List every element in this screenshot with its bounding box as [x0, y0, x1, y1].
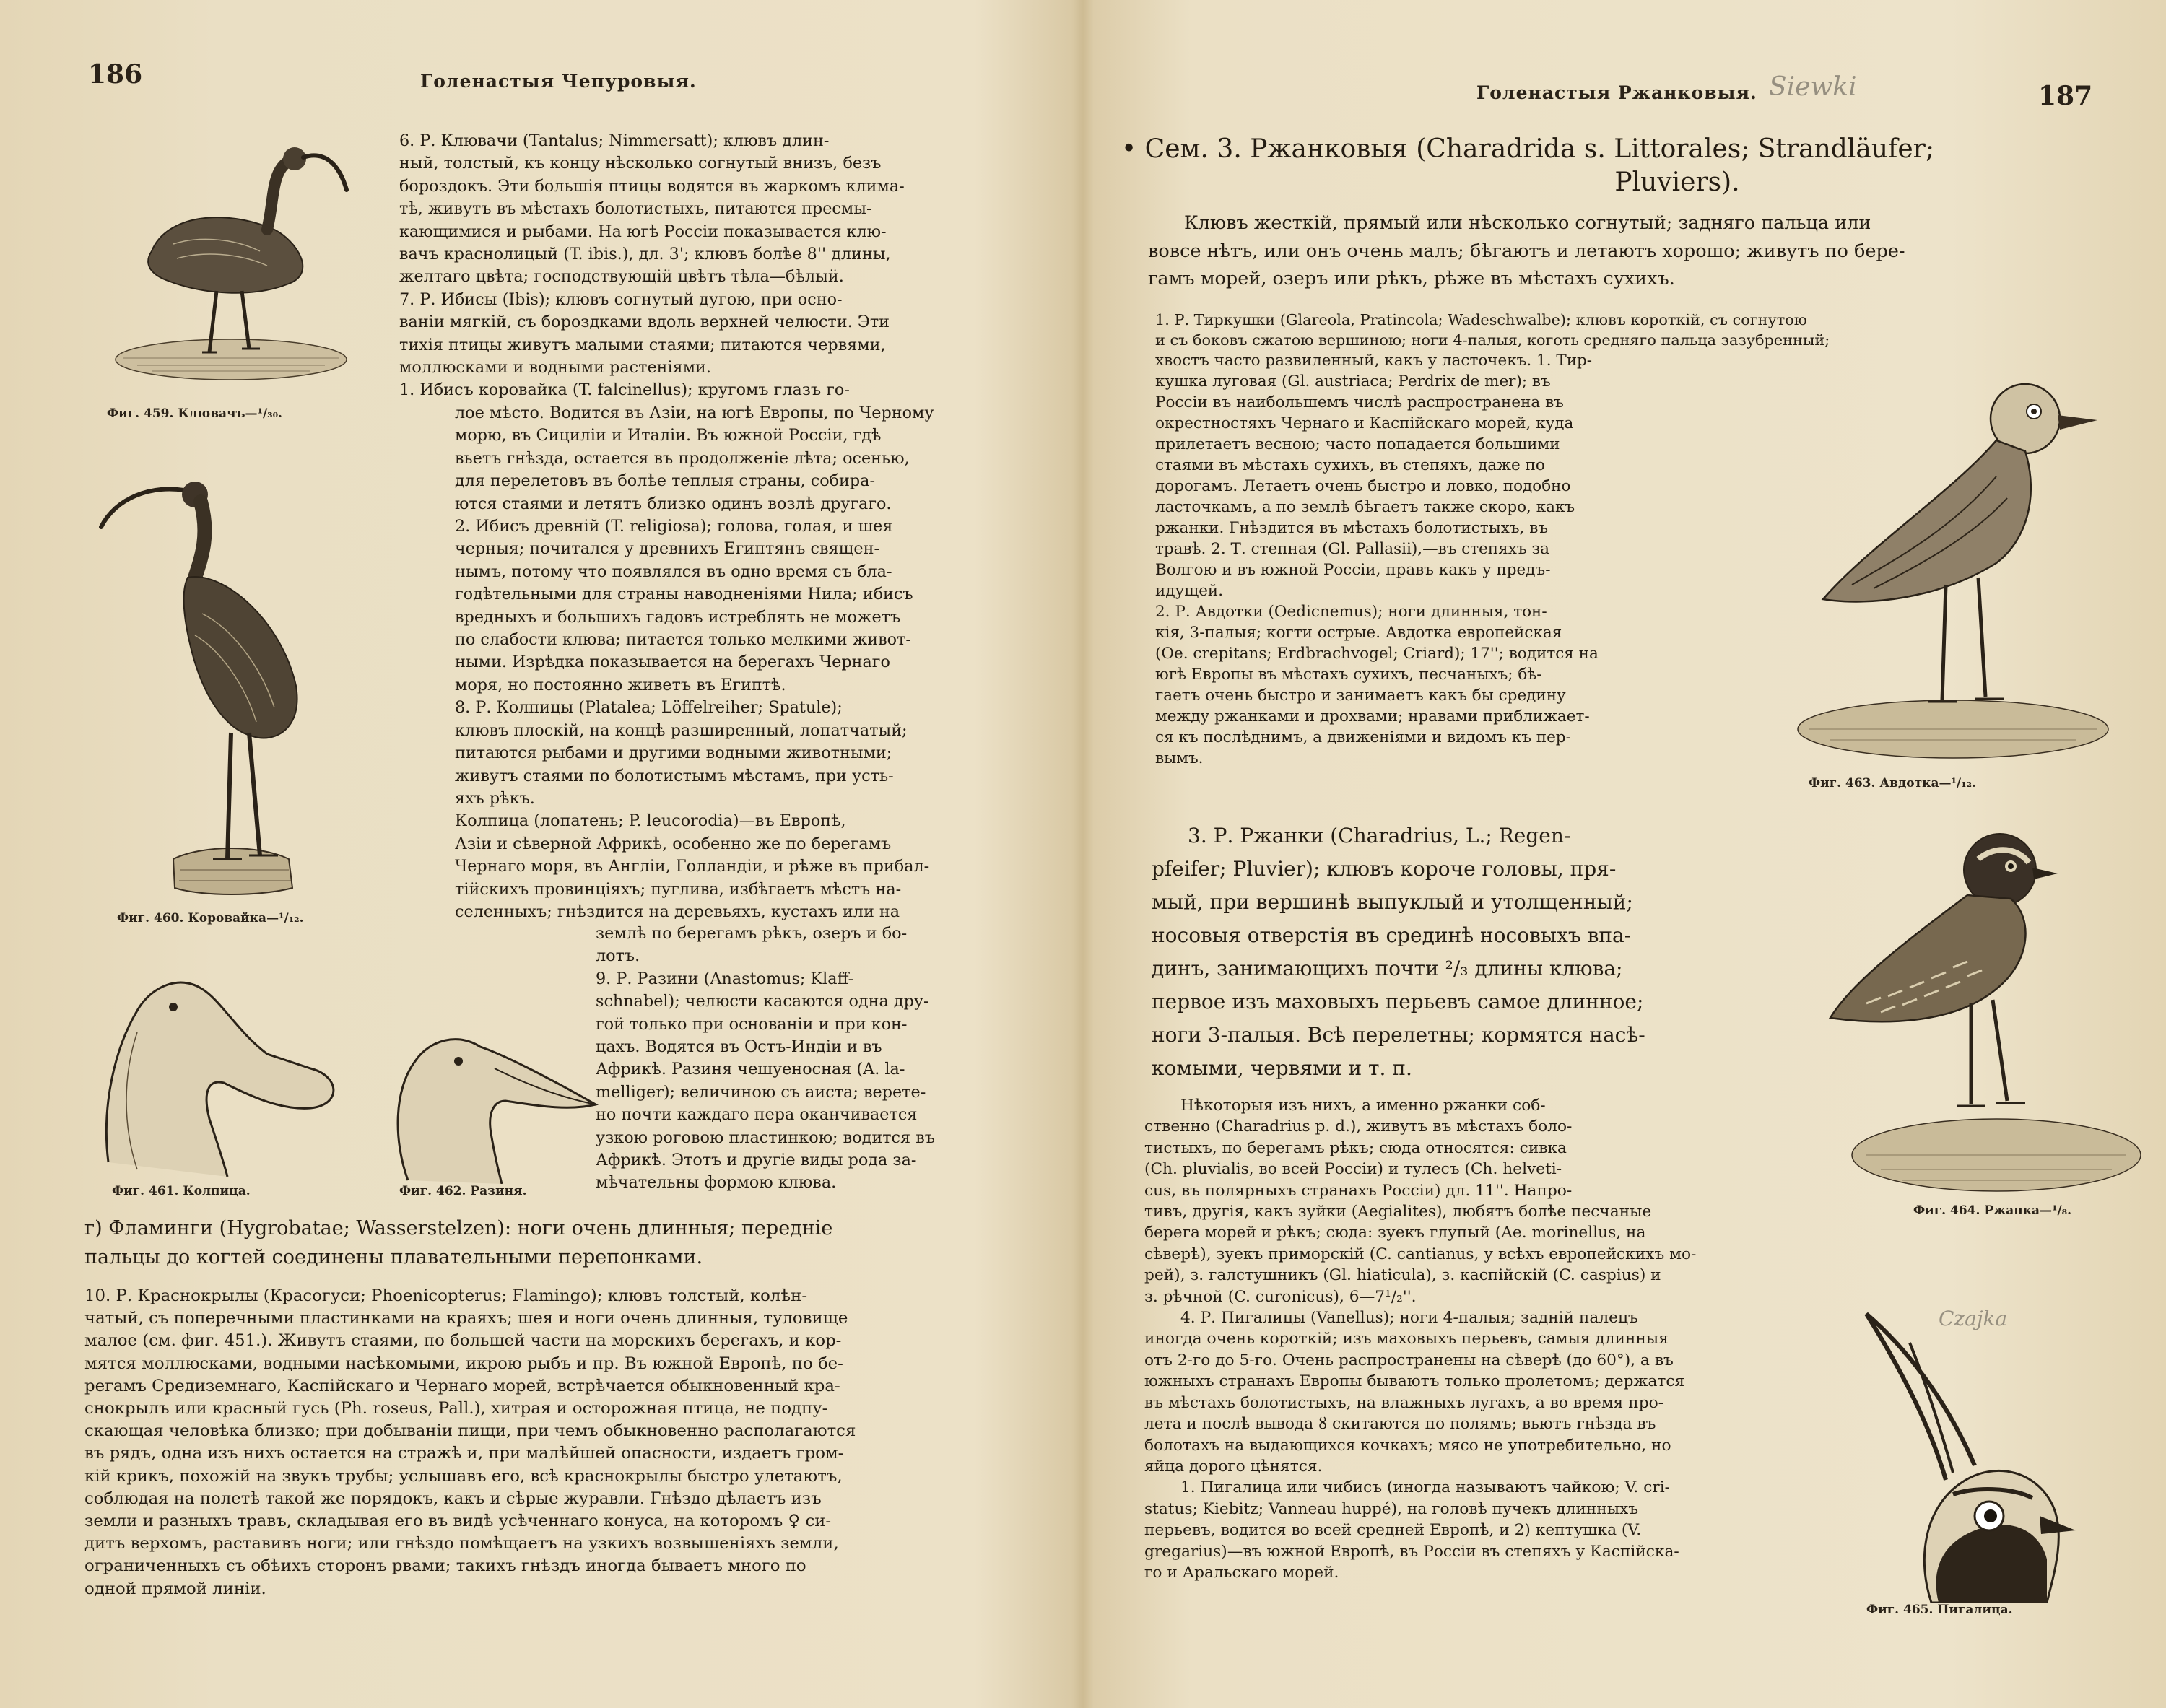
figure-459-tantalus: [108, 128, 354, 388]
text-line: тивъ, другія, какъ зуйки (Aegialites), любятъ болѣе песчаные: [1144, 1203, 1652, 1221]
text-line: Азіи и сѣверной Африкѣ, особенно же по берегамъ: [455, 834, 892, 853]
text-line: одной прямой линіи.: [84, 1579, 266, 1598]
plover-illustration: [1823, 816, 2141, 1198]
text-line: цахъ. Водятся въ Остъ-Индіи и въ: [596, 1037, 882, 1057]
text-line: Нѣкоторыя изъ нихъ, а именно ржанки соб-: [1180, 1097, 1546, 1115]
text-line: иногда очень короткій; изъ маховыхъ перьевъ, самыя длинныя: [1144, 1330, 1669, 1348]
tirkushki-text: [1155, 350, 1754, 769]
text-line: (Oe. crepitans; Erdbrachvogel; Criard); 17''; водится на: [1155, 645, 1599, 663]
text-line: питаются рыбами и другими водными животными;: [455, 744, 892, 763]
text-line: (Ch. pluvialis, во всей Россіи) и тулесъ (Ch. helveti-: [1144, 1160, 1562, 1179]
text-line: но почти каждаго пера оканчивается: [596, 1105, 918, 1125]
caption-fig-460: Фиг. 460. Коровайка—¹/₁₂.: [117, 911, 304, 925]
text-line: Колпица (лопатень; P. leucorodia)—въ Европѣ,: [455, 811, 846, 831]
text-line: для перелетовъ въ болѣе теплыя страны, собира-: [455, 471, 876, 491]
text-line: годѣтельными для страны наводненіями Нила; ибисъ: [455, 585, 913, 604]
text-line: Клювъ жесткій, прямый или нѣсколько согнутый; задняго пальца или: [1184, 212, 1871, 234]
text-line: 1. Ибисъ коровайка (T. falcinellus); кругомъ глазъ го-: [399, 380, 850, 400]
left-column-text-3: [596, 923, 1029, 1195]
text-line: желтаго цвѣта; господствующій цвѣтъ тѣла—бѣлый.: [399, 267, 844, 287]
text-line: вачъ краснолицый (T. ibis.), дл. 3'; клювъ болѣе 8'' длины,: [399, 245, 891, 264]
text-line: гаетъ очень быстро и занимаетъ какъ бы средину: [1155, 687, 1566, 705]
flamingo-text: [84, 1285, 1030, 1600]
text-line: 6. Р. Клювачи (Tantalus; Nimmersatt); клювъ длин-: [399, 131, 830, 150]
text-line: ласточкамъ, а по землѣ бѣгаетъ также скоро, какъ: [1155, 498, 1575, 516]
left-column-text-2: [455, 402, 1025, 923]
page-number: 186: [88, 59, 143, 90]
text-line: динъ, занимающихъ почти ²/₃ длины клюва;: [1152, 957, 1623, 980]
text-line: gregarius)—въ южной Европѣ, въ Россіи въ степяхъ у Каспійска-: [1144, 1542, 1679, 1561]
left-page: [0, 0, 1079, 1708]
text-line: соблюдая на полетѣ такой же порядокъ, какъ и сѣрые журавли. Гнѣздо дѣлаетъ изъ: [84, 1489, 822, 1508]
text-line: клювъ плоскій, на концѣ разширенный, лопатчатый;: [455, 720, 908, 740]
text-line: ржанки. Гнѣздится въ мѣстахъ болотистыхъ, въ: [1155, 519, 1548, 537]
text-line: морю, въ Сициліи и Италіи. Въ южной Россіи, гдѣ: [455, 426, 882, 445]
text-line: мый, при вершинѣ выпуклый и утолщенный;: [1152, 890, 1633, 914]
text-line: пальцы до когтей соединены плавательными перепонками.: [84, 1246, 703, 1268]
ibis-illustration: [94, 455, 361, 902]
text-line: Африкѣ. Разиня чешуеносная (A. la-: [596, 1060, 905, 1079]
text-line: ственно (Charadrius p. d.), живутъ въ мѣстахъ боло-: [1144, 1117, 1573, 1136]
text-line: ноги 3-палыя. Всѣ перелетны; кормятся насѣ-: [1152, 1023, 1645, 1047]
text-line: melliger); величиною съ аиста; верете-: [596, 1082, 926, 1102]
text-line: земли и разныхъ травъ, складывая его въ видѣ усѣченнаго конуса, на которомъ ♀ си-: [84, 1512, 832, 1531]
text-line: лое мѣсто. Водится въ Азіи, на югѣ Европы, по Черному: [455, 404, 934, 422]
text-line: лета и послѣ вывода ȣ скитаются по полямъ; вьютъ гнѣзда въ: [1144, 1415, 1656, 1434]
caption-fig-465: Фиг. 465. Пигалица.: [1866, 1603, 2013, 1617]
text-line: г) Фламинги (Hygrobatae; Wasserstelzen): ноги очень длинныя; передніе: [84, 1217, 833, 1239]
text-line: 1. Р. Тиркушки (Glareola, Pratincola; Wadeschwalbe); клювъ короткій, съ согнутою: [1155, 311, 1807, 328]
text-line: рей), з. галстушникъ (Gl. hiaticula), з. каспійскій (C. caspius) и: [1144, 1266, 1661, 1285]
text-line: травѣ. 2. Т. степная (Gl. Pallasii),—въ степяхъ за: [1155, 540, 1549, 558]
text-line: и съ боковъ сжатою вершиною; ноги 4-палыя, коготь средняго пальца зазубренный;: [1155, 331, 1830, 349]
text-line: узкою роговою пластинкою; водится въ: [596, 1128, 935, 1147]
text-line: вьетъ гнѣзда, остается въ продолженіе лѣта; осенью,: [455, 448, 910, 468]
genus-charadrius: [1152, 819, 1801, 1085]
text-line: ный, толстый, къ концу нѣсколько согнутый внизъ, безъ: [399, 154, 882, 173]
text-line: отъ 2-го до 5-го. Очень распространены на сѣверѣ (до 60°), а въ: [1144, 1351, 1674, 1369]
right-page: [1087, 0, 2166, 1708]
text-line: ными. Изрѣдка показывается на берегахъ Чернаго: [455, 653, 890, 672]
running-head: Голенастыя Ржанковыя.: [1476, 82, 1757, 103]
text-line: 4. Р. Пигалицы (Vanellus); ноги 4-палыя; задній палецъ: [1180, 1309, 1638, 1328]
flamingo-section-heading: [84, 1214, 1030, 1272]
text-line: въ рядъ, одна изъ нихъ остается на стражѣ и, при малѣйшей опасности, издаетъ гром-: [84, 1444, 844, 1463]
text-line: 2. Р. Авдотки (Oedicnemus); ноги длинныя, тон-: [1155, 603, 1547, 621]
text-line: регамъ Средиземнаго, Каспійскаго и Чернаго морей, встрѣчается обыкновенный кра-: [84, 1376, 840, 1395]
text-line: cus, въ полярныхъ странахъ Россіи) дл. 11''. Напро-: [1144, 1181, 1573, 1200]
text-line: Россіи въ наибольшемъ числѣ распространена въ: [1155, 393, 1564, 411]
text-line: лотъ.: [596, 946, 640, 966]
text-line: мѣчательны формою клюва.: [596, 1173, 837, 1193]
text-line: гой только при основаніи и при кон-: [596, 1014, 908, 1034]
family-heading: [1121, 133, 2132, 199]
spoonbill-head-illustration: [94, 946, 347, 1177]
text-line: яйца дорого цѣнятся.: [1144, 1457, 1323, 1476]
caption-fig-464: Фиг. 464. Ржанка—¹/₈.: [1913, 1203, 2072, 1218]
text-line: чатый, съ поперечными пластинками на краяхъ; шея и ноги очень длинныя, туловище: [84, 1309, 848, 1328]
text-line: Африкѣ. Этотъ и другіе виды рода за-: [596, 1151, 917, 1170]
text-line: тихія птицы живутъ малыми стаями; питаются червями,: [399, 335, 886, 354]
openbill-head-illustration: [379, 1011, 610, 1184]
text-line: южныхъ странахъ Европы бываютъ только пролетомъ; держатся: [1144, 1372, 1685, 1391]
text-line: яхъ рѣкъ.: [455, 788, 535, 808]
text-line: ются стаями и летятъ близко одинъ возлѣ другаго.: [455, 494, 892, 513]
figure-464-plover: [1823, 816, 2141, 1198]
tirkushki-intro: [1155, 310, 2137, 350]
caption-fig-459: Фиг. 459. Клювачъ—¹/₃₀.: [107, 406, 282, 421]
text-line: землѣ по берегамъ рѣкъ, озеръ и бо-: [596, 924, 908, 943]
text-line: 10. Р. Краснокрылы (Красогуси; Phoenicopterus; Flamingo); клювъ толстый, колѣн-: [84, 1286, 808, 1305]
text-line: по слабости клюва; питается только мелкими живот-: [455, 630, 911, 650]
text-line: 1. Пигалица или чибисъ (иногда называютъ чайкою; V. cri-: [1180, 1478, 1670, 1497]
text-line: носовыя отверстія въ срединѣ носовыхъ впа-: [1152, 923, 1632, 947]
text-line: вредныхъ и большихъ гадовъ истреблять не можетъ: [455, 607, 901, 627]
caption-fig-461: Фиг. 461. Колпица.: [112, 1184, 251, 1198]
figure-463-stone-curlew: [1780, 368, 2119, 765]
text-line: Волгою и въ южной Россіи, правъ какъ у предъ-: [1155, 561, 1551, 579]
text-line: ся къ послѣднимъ, а движеніями и видомъ къ пер-: [1155, 728, 1571, 746]
text-line: мятся моллюсками, водными насѣкомыми, икрою рыбъ и пр. Въ южной Европѣ, по бе-: [84, 1354, 843, 1373]
text-line: сѣверѣ), зуекъ приморскій (C. cantianus, у всѣхъ европейскихъ мо-: [1144, 1245, 1697, 1263]
text-line: кающимися и рыбами. На югѣ Россіи показывается клю-: [399, 222, 887, 241]
text-line: Чернаго моря, въ Англіи, Голландіи, и рѣже въ прибал-: [455, 857, 930, 876]
caption-fig-462: Фиг. 462. Разиня.: [399, 1184, 527, 1198]
text-line: первое изъ маховыхъ перьевъ самое длинное;: [1152, 990, 1644, 1014]
text-line: болотахъ на выдающихся кочкахъ; мясо не употребительно, но: [1144, 1436, 1671, 1455]
text-line: го и Аральскаго морей.: [1144, 1563, 1339, 1582]
text-line: ограниченныхъ съ обѣихъ сторонъ рвами; такихъ гнѣздъ иногда бываетъ много по: [84, 1556, 806, 1576]
text-line: • Сем. 3. Ржанковыя (Charadrida s. Littorales; Strandläufer;: [1121, 134, 1934, 164]
text-line: малое (см. фиг. 451.). Живутъ стаями, по большей части на морскихъ берегахъ, и кор-: [84, 1331, 842, 1351]
text-line: хвостъ часто развиленный, какъ у ласточекъ. 1. Тир-: [1155, 352, 1593, 370]
figure-460-ibis: [94, 455, 361, 902]
caption-fig-463: Фиг. 463. Авдотка—¹/₁₂.: [1809, 776, 1976, 790]
stone-curlew-illustration: [1780, 368, 2119, 765]
text-line: 8. Р. Колпицы (Platalea; Löffelreiher; Spatule);: [455, 698, 843, 718]
text-line: schnabel); челюсти касаются одна дру-: [596, 992, 929, 1011]
lapwing-head-illustration: [1830, 1299, 2134, 1603]
text-line: нымъ, потому что появлялся въ одно время съ бла-: [455, 562, 892, 581]
text-line: черныя; почитался у древнихъ Египтянъ священ-: [455, 539, 879, 559]
tantalus-illustration: [108, 128, 354, 388]
text-line: селенныхъ; гнѣздится на деревьяхъ, кустахъ или на: [455, 902, 900, 921]
text-line: перьевъ, водится во всей средней Европѣ, и 2) кептушка (V.: [1144, 1521, 1642, 1540]
text-line: въ мѣстахъ болотистыхъ, на влажныхъ лугахъ, а во время про-: [1144, 1393, 1663, 1412]
text-line: дорогамъ. Летаетъ очень быстро и ловко, подобно: [1155, 477, 1571, 495]
text-line: з. рѣчной (C. curonicus), 6—7¹/₂''.: [1144, 1287, 1417, 1306]
figure-461-spoonbill-head: [94, 946, 347, 1177]
text-line: прилетаетъ весною; часто попадается большими: [1155, 435, 1560, 453]
text-line: комыми, червями и т. п.: [1152, 1056, 1412, 1080]
plover-text: [1144, 1095, 1816, 1583]
left-column-text: [399, 130, 1027, 402]
text-line: гамъ морей, озеръ или рѣкъ, рѣже въ мѣстахъ сухихъ.: [1148, 268, 1675, 289]
text-line: бороздокъ. Эти большія птицы водятся въ жаркомъ клима-: [399, 176, 905, 196]
text-line: тійскихъ провинціяхъ; пуглива, избѣгаетъ мѣстъ на-: [455, 879, 902, 899]
text-line: pfeifer; Pluvier); клювъ короче головы, пря-: [1152, 857, 1617, 881]
text-line: вымъ.: [1155, 749, 1204, 767]
text-line: 3. Р. Ржанки (Charadrius, L.; Regen-: [1188, 824, 1571, 848]
text-line: моря, но постоянно живетъ въ Египтѣ.: [455, 675, 786, 694]
text-line: берега морей и рѣкъ; сюда: зуекъ глупый (Ae. morinellus, на: [1144, 1224, 1646, 1242]
text-line: идущей.: [1155, 582, 1224, 600]
figure-462-openbill-head: [379, 1011, 610, 1184]
text-line: снокрылъ или красный гусь (Ph. roseus, Pall.), хитрая и осторожная птица, не подпу-: [84, 1399, 828, 1419]
text-line: status; Kiebitz; Vanneau huppé), на головѣ пучекъ длинныхъ: [1144, 1499, 1639, 1518]
text-line: тистыхъ, по берегамъ рѣкъ; сюда относятся: сивка: [1144, 1138, 1567, 1157]
text-line: стаями въ мѣстахъ сухихъ, въ степяхъ, даже по: [1155, 456, 1545, 474]
text-line: тѣ, живутъ въ мѣстахъ болотистыхъ, питаются пресмы-: [399, 199, 872, 219]
text-line: ваніи мягкій, съ бороздками вдоль верхней челюсти. Эти: [399, 313, 890, 332]
text-line: вовсе нѣтъ, или онъ очень малъ; бѣгаютъ и летаютъ хорошо; живутъ по бере-: [1148, 240, 1905, 262]
text-line: 2. Ибисъ древній (T. religiosa); голова, голая, и шея: [455, 517, 893, 536]
text-line: окрестностяхъ Чернаго и Каспійскаго морей, куда: [1155, 414, 1574, 432]
running-head: Голенастыя Чепуровыя.: [420, 71, 697, 92]
text-line: между ржанками и дрохвами; нравами приближает-: [1155, 707, 1590, 726]
text-line: дитъ верхомъ, раставивъ ноги; или гнѣздо помѣщаетъ на узкихъ возвышеніяхъ земли,: [84, 1534, 839, 1554]
text-line: скающая человѣка близко; при добываніи пищи, при чемъ обыкновенно располагаются: [84, 1421, 856, 1441]
text-line: 7. Р. Ибисы (Ibis); клювъ согнутый дугою, при осно-: [399, 289, 843, 309]
figure-465-lapwing-head: [1830, 1299, 2134, 1603]
handwritten-note-2: Czajka: [1939, 1307, 2008, 1330]
text-line: кій крикъ, похожій на звукъ трубы; услышавъ его, всѣ краснокрылы быстро улетаютъ,: [84, 1466, 843, 1486]
text-line: кія, 3-палыя; когти острые. Авдотка европейская: [1155, 624, 1562, 642]
handwritten-note: Siewki: [1769, 72, 1857, 102]
text-line: кушка луговая (Gl. austriaca; Perdrix de mer); въ: [1155, 372, 1551, 391]
text-line: Pluviers).: [1614, 167, 1740, 197]
text-line: югѣ Европы въ мѣстахъ сухихъ, песчаныхъ; бѣ-: [1155, 666, 1542, 684]
text-line: 9. Р. Разини (Anastomus; Klaff-: [596, 969, 854, 988]
family-description: [1148, 209, 2137, 293]
text-line: моллюсками и водными растеніями.: [399, 358, 712, 378]
text-line: живутъ стаями по болотистымъ мѣстамъ, при усть-: [455, 766, 894, 785]
page-number: 187: [2038, 81, 2093, 111]
